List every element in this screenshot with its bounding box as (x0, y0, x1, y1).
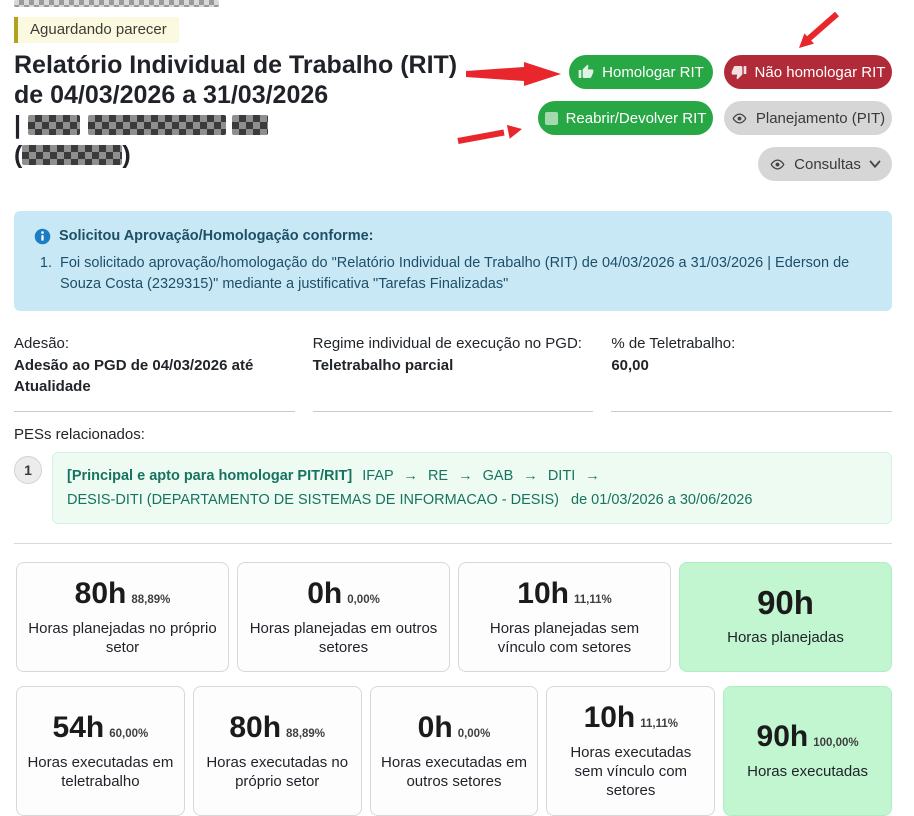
chevron-down-icon (869, 160, 881, 169)
stat-label: Horas planejadas (727, 629, 844, 646)
stat-value: 0h (307, 576, 343, 610)
consultas-dropdown-button[interactable] (758, 147, 892, 181)
stat-label: Horas executadas sem vínculo com setores (570, 744, 692, 799)
stat-percent: 11,11% (640, 718, 678, 730)
stat-value: 54h (52, 710, 105, 744)
cropped-breadcrumb-redacted (14, 0, 219, 7)
stat-value: 10h (583, 701, 636, 734)
planned-hours-cards (16, 562, 892, 672)
card-executed-total (723, 686, 892, 816)
stat-percent: 60,00% (109, 727, 149, 740)
pes-index-badge: 1 (14, 456, 42, 484)
stat-label: Horas executadas no próprio setor (206, 753, 349, 790)
planejamento-pit-label: Planejamento (PIT) (755, 109, 886, 127)
annotation-arrow-homologar (466, 62, 562, 86)
card-planned-other-sectors (237, 562, 450, 672)
stat-percent: 0,00% (457, 727, 491, 740)
teletrabalho-field (611, 335, 892, 412)
stat-value: 90h (757, 584, 814, 621)
eye-icon (769, 157, 786, 172)
stat-value: 90h (756, 720, 809, 753)
adesao-value: Adesão ao PGD de 04/03/2026 até Atualidade (14, 357, 254, 395)
executed-hours-cards (16, 686, 892, 816)
card-planned-own-sector (16, 562, 229, 672)
page-header (0, 0, 914, 196)
card-planned-no-sector (458, 562, 671, 672)
homologar-rit-label: Homologar RIT (602, 63, 704, 81)
regime-value: Teletrabalho parcial (312, 357, 454, 374)
pes-detail-box (52, 452, 892, 524)
planejamento-pit-button[interactable] (724, 101, 892, 135)
pes-section-label: PESs relacionados: (14, 426, 145, 443)
pes-tag: [Principal e apto para homologar PIT/RIT] (67, 468, 353, 484)
card-planned-total (679, 562, 892, 672)
stat-percent: 11,11% (573, 593, 612, 606)
reabrir-devolver-rit-button[interactable] (538, 101, 713, 135)
stat-label: Horas planejadas no próprio setor (28, 619, 217, 656)
page-title-line2: (RIT) de 04/03/2026 a 31/03/2026 (14, 51, 458, 109)
reabrir-devolver-rit-label: Reabrir/Devolver RIT (565, 109, 707, 127)
stat-label: Horas executadas em teletrabalho (27, 753, 174, 790)
thumbs-down-icon (731, 64, 747, 80)
paren-close: ) (122, 141, 131, 169)
status-badge: Aguardando parecer (14, 17, 179, 43)
card-executed-other-sectors (370, 686, 539, 816)
stat-value: 0h (417, 710, 453, 744)
stat-value: 10h (517, 576, 569, 610)
page-title-pipe: | (14, 111, 21, 139)
redacted-name-block (88, 115, 226, 135)
info-box-item: 1. Foi solicitado aprovação/homologação do "Relatório Individual de Trabalho (RIT) de 04/03/2026 a 31/03/2026 | Ederson de Souza Costa (2329315)" mediante a justificativa "Tarefas Finalizadas" (56, 253, 872, 295)
stat-label: Horas executadas em outros setores (381, 753, 527, 790)
stat-label: Horas executadas (747, 763, 869, 780)
homologar-rit-button[interactable] (569, 55, 713, 89)
page-title-line1: Relatório Individual de Trabalho (14, 51, 394, 79)
info-box-heading: Solicitou Aprovação/Homologação conforme: (59, 228, 374, 244)
card-executed-no-sector (546, 686, 715, 816)
adesao-label: Adesão: (14, 335, 70, 352)
adesao-field (14, 335, 295, 412)
pes-unit: DESIS-DITI (DEPARTAMENTO DE SISTEMAS DE INFORMACAO - DESIS) (67, 492, 559, 508)
nao-homologar-rit-label: Não homologar RIT (754, 63, 886, 81)
thumbs-up-icon (578, 64, 594, 80)
nao-homologar-rit-button[interactable] (724, 55, 892, 89)
annotation-arrow-reabrir (456, 120, 526, 146)
teletrabalho-value: 60,00 (611, 357, 649, 374)
annotation-arrow-nao-homologar (793, 12, 841, 52)
section-divider (14, 543, 892, 544)
regime-field (313, 335, 594, 412)
eye-icon (731, 111, 748, 126)
stat-label: Horas planejadas sem vínculo com setores (489, 619, 640, 656)
stat-percent: 0,00% (347, 593, 380, 606)
card-executed-own-sector (193, 686, 362, 816)
stat-percent: 88,89% (131, 593, 171, 606)
stat-percent: 88,89% (286, 727, 326, 740)
redacted-id-block (22, 145, 122, 165)
consultas-label: Consultas (794, 155, 861, 173)
stat-value: 80h (229, 710, 282, 744)
stat-value: 80h (74, 576, 127, 610)
pes-item (14, 452, 892, 524)
stat-percent: 100,00% (813, 737, 859, 749)
info-circle-icon (34, 228, 51, 245)
page-title (14, 50, 464, 170)
meta-fields (14, 335, 892, 412)
stat-label: Horas planejadas em outros setores (249, 619, 438, 656)
regime-label: Regime individual de execução no PGD: (312, 335, 582, 352)
approval-request-info-box (14, 211, 892, 311)
pes-period: de 01/03/2026 a 30/06/2026 (571, 492, 753, 508)
pes-hierarchy-path: IFAP → RE → GAB → DITI → (362, 468, 600, 484)
redacted-name-block (232, 115, 268, 135)
redacted-name-block (28, 115, 80, 135)
paren-open: ( (14, 141, 23, 169)
square-icon (545, 112, 558, 125)
teletrabalho-label: % de Teletrabalho: (611, 335, 736, 352)
card-executed-telework (16, 686, 185, 816)
